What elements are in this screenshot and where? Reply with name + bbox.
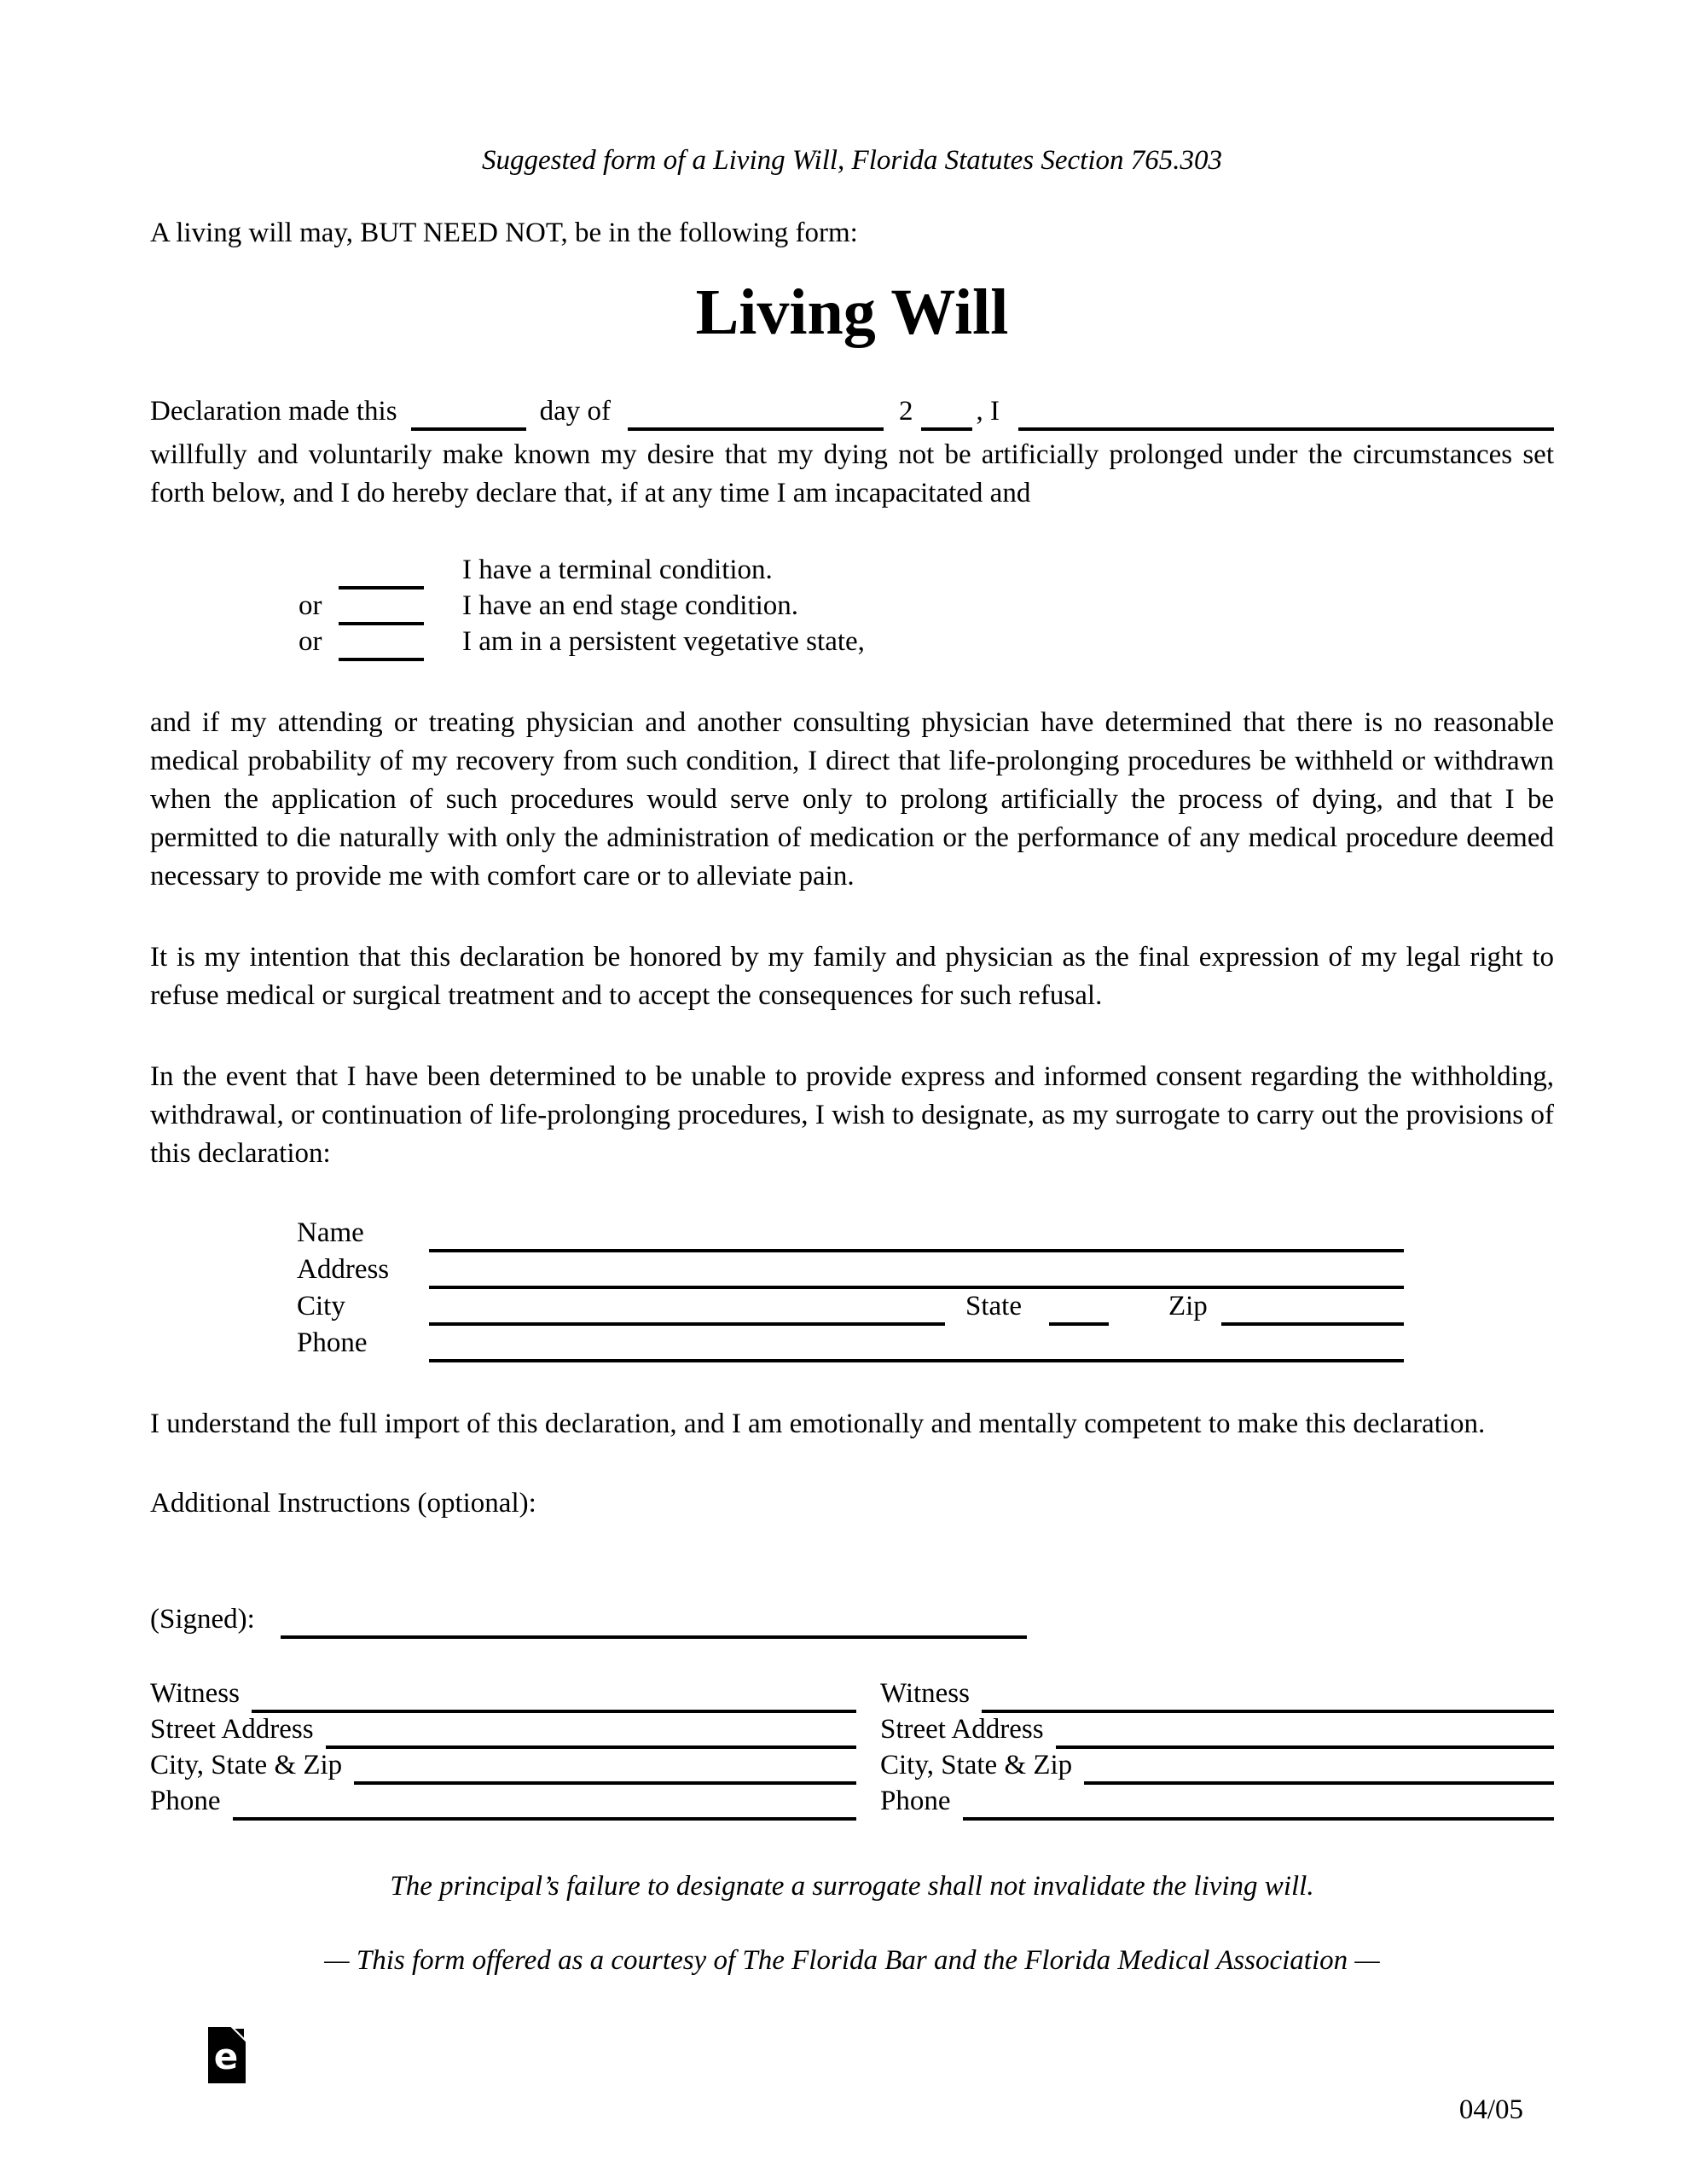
declarant-name-blank[interactable] <box>1018 419 1554 431</box>
vegetative-state-blank[interactable] <box>339 651 424 661</box>
surrogate-city-state-zip-row <box>297 1289 1404 1326</box>
surrogate-zip-label: Zip <box>1168 1291 1208 1321</box>
signed-label: (Signed): <box>150 1604 255 1635</box>
witness1-city-row <box>150 1749 856 1785</box>
intro-line: A living will may, BUT NEED NOT, be in the following form: <box>150 218 858 248</box>
competence-paragraph: I understand the full import of this declaration, and I am emotionally and mentally competent to make this declaration. <box>150 1409 1486 1439</box>
surrogate-phone-label: Phone <box>297 1327 368 1358</box>
witness1-street-line[interactable] <box>326 1739 856 1749</box>
month-blank[interactable] <box>628 419 884 431</box>
witness2-name-line[interactable] <box>982 1703 1554 1713</box>
condition-options <box>150 554 1554 661</box>
end-stage-condition-label: I have an end stage condition. <box>462 590 799 621</box>
terminal-condition-blank[interactable] <box>339 579 424 590</box>
surrogate-phone-row <box>297 1326 1404 1362</box>
witness-column-2 <box>880 1677 1554 1821</box>
witness2-phone-line[interactable] <box>963 1810 1555 1821</box>
witness2-street-line[interactable] <box>1056 1739 1554 1749</box>
surrogate-address-label: Address <box>297 1254 390 1285</box>
logo-letter: e <box>213 2036 239 2077</box>
comma-i-label: , I <box>976 396 1000 427</box>
witness1-city-line[interactable] <box>354 1774 856 1785</box>
witness-section <box>150 1677 1554 1821</box>
day-blank[interactable] <box>411 419 526 431</box>
vegetative-state-label: I am in a persistent vegetative state, <box>462 626 865 657</box>
surrogate-state-label: State <box>965 1291 1022 1321</box>
declaration-date-line <box>150 390 1554 431</box>
surrogate-fields <box>297 1216 1404 1362</box>
condition-prefix-or: or <box>299 590 322 621</box>
statute-reference-note: Suggested form of a Living Will, Florida Statutes Section 765.303 <box>481 145 1223 176</box>
witness2-name-row <box>880 1677 1554 1713</box>
witness2-city-row <box>880 1749 1554 1785</box>
witness1-phone-label: Phone <box>150 1786 221 1816</box>
witness-column-1 <box>150 1677 856 1821</box>
condition-row-end-stage <box>299 590 1554 625</box>
year-blank[interactable] <box>921 419 972 431</box>
surrogate-name-label: Name <box>297 1217 364 1248</box>
courtesy-footer-note: — This form offered as a courtesy of The Florida Bar and the Florida Medical Association — <box>324 1945 1380 1976</box>
declaration-made-this-label: Declaration made this <box>150 396 397 427</box>
witness1-name-row <box>150 1677 856 1713</box>
surrogate-city-line[interactable] <box>429 1316 945 1326</box>
surrogate-phone-line[interactable] <box>429 1352 1404 1362</box>
witness1-street-label: Street Address <box>150 1714 314 1745</box>
surrogate-address-row <box>297 1252 1404 1289</box>
intention-paragraph: It is my intention that this declaration be honored by my family and physician as the final expression of my legal right to refuse medical or surgical treatment and to accept the consequences for such refusal. <box>150 942 1554 1011</box>
surrogate-city-label: City <box>297 1291 345 1321</box>
surrogate-name-row <box>297 1216 1404 1252</box>
condition-row-vegetative <box>299 625 1554 661</box>
witness2-street-row <box>880 1713 1554 1749</box>
additional-instructions-label: Additional Instructions (optional): <box>150 1488 536 1519</box>
day-of-label: day of <box>539 396 611 427</box>
witness2-street-label: Street Address <box>880 1714 1044 1745</box>
end-stage-condition-blank[interactable] <box>339 615 424 625</box>
surrogate-designation-paragraph: In the event that I have been determined to be unable to provide express and informed consent regarding the withholding, withdrawal, or continuation of life-prolonging procedures, I wish to designate, as my surrogate to carry out the provisions of this declaration: <box>150 1061 1554 1169</box>
witness1-street-row <box>150 1713 856 1749</box>
witness1-label: Witness <box>150 1678 240 1709</box>
declaration-continuation-text: willfully and voluntarily make known my desire that my dying not be artificially prolonged under the circumstances set forth below, and I do hereby declare that, if at any time I am incapacitated and <box>150 439 1554 508</box>
witness2-city-label: City, State & Zip <box>880 1750 1073 1780</box>
signature-line[interactable] <box>281 1627 1027 1639</box>
signed-row <box>150 1600 1554 1639</box>
witness2-phone-label: Phone <box>880 1786 951 1816</box>
witness2-city-line[interactable] <box>1084 1774 1554 1785</box>
condition-row-terminal <box>299 554 1554 590</box>
witness1-city-label: City, State & Zip <box>150 1750 343 1780</box>
surrogate-state-line[interactable] <box>1049 1316 1109 1326</box>
page-title: Living Will <box>695 276 1009 348</box>
document-icon <box>208 2027 246 2083</box>
surrogate-footer-note: The principal’s failure to designate a surrogate shall not invalidate the living will. <box>390 1871 1314 1902</box>
witness2-label: Witness <box>880 1678 970 1709</box>
witness2-phone-row <box>880 1785 1554 1821</box>
surrogate-zip-line[interactable] <box>1221 1316 1404 1326</box>
witness1-phone-line[interactable] <box>233 1810 857 1821</box>
form-version: 04/05 <box>1458 2094 1523 2125</box>
year-prefix-label: 2 <box>898 396 913 427</box>
determination-paragraph: and if my attending or treating physician and another consulting physician have determined that there is no reasonable medical probability of my recovery from such condition, I direct that life-prolonging procedures be withheld or withdrawn when the application of such procedures would serve only to prolong artificially the process of dying, and that I be permitted to die naturally with only the administration of medication or the performance of any medical procedure deemed necessary to provide me with comfort care or to alleviate pain. <box>150 707 1554 892</box>
terminal-condition-label: I have a terminal condition. <box>462 555 773 585</box>
eforms-logo <box>208 2027 246 2083</box>
witness1-name-line[interactable] <box>252 1703 856 1713</box>
surrogate-address-line[interactable] <box>429 1279 1404 1289</box>
witness1-phone-row <box>150 1785 856 1821</box>
surrogate-name-line[interactable] <box>429 1242 1404 1252</box>
condition-prefix-or: or <box>299 626 322 657</box>
